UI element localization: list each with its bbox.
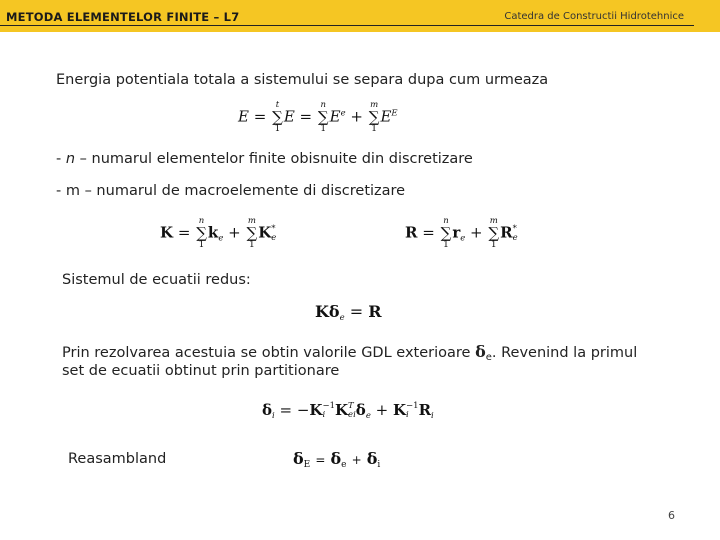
eq2-term-2-supsub: * e <box>271 223 277 243</box>
header-department: Catedra de Constructii Hidrotehnice <box>504 11 684 22</box>
header-bar <box>0 0 720 32</box>
eq2-lhs: K <box>160 223 174 242</box>
stiffness-equation <box>160 217 276 250</box>
eq2-term-2: K <box>258 223 272 242</box>
eq5-sub-R: i <box>431 411 434 421</box>
solve-text-line1: Prin rezolvarea acestuia se obtin valorile GDL exterioare $\delta_e$. Revenind la primul <box>62 342 638 363</box>
eq5-plus: + <box>375 401 389 419</box>
eq5-equals: = − <box>279 401 310 419</box>
eq4-delta: δ <box>328 302 340 321</box>
eq1-term-3-sup: E <box>391 108 398 119</box>
eq3-sum-1: n ∑ 1 <box>440 216 452 250</box>
eq5-K3-supsub: −1 i <box>406 401 419 420</box>
eq2-term-1: k <box>207 223 219 242</box>
eq3-plus: + <box>470 223 483 242</box>
eq4-sub: e <box>339 313 345 323</box>
eq6-equals: = <box>315 453 326 467</box>
solve-text-line2: set de ecuatii obtinut prin partitionare <box>62 363 340 379</box>
reduced-equation <box>315 302 382 323</box>
eq1-term-3: E <box>380 107 392 126</box>
m-definition: - m – numarul de macroelemente di discretizare <box>56 183 406 199</box>
eq3-term-2-supsub: * e <box>512 223 518 243</box>
energy-equation <box>238 101 398 134</box>
eq2-plus: + <box>228 223 241 242</box>
eq6-delta-E: δ <box>293 449 304 468</box>
eq2-sum-1: n ∑ 1 <box>196 216 207 250</box>
inline-delta-sub: e <box>485 352 492 363</box>
eq6-delta-i: δ <box>366 449 378 468</box>
eq5-delta: δ <box>262 401 273 419</box>
inline-delta: δ <box>475 342 486 361</box>
eq3-term-1: r <box>452 223 461 242</box>
eq1-term-1: E <box>283 107 295 126</box>
eq5-K2: K <box>335 401 349 419</box>
eq5-K3: K <box>392 401 407 419</box>
n-definition: - n – numarul elementelor finite obisnuite din discretizare <box>56 151 473 167</box>
eq5-K-supsub: −1 i <box>322 401 335 420</box>
page-number: 6 <box>668 509 675 522</box>
back-substitution-equation <box>262 401 434 421</box>
eq5-delta2: δ <box>355 401 366 419</box>
eq5-K: K <box>309 401 323 419</box>
eq4-K: K <box>315 302 329 321</box>
eq5-R: R <box>418 401 432 419</box>
eq3-lhs: R <box>405 223 418 242</box>
eq1-term-2: E <box>329 107 341 126</box>
eq5-sub-e: e <box>365 411 371 421</box>
reassembly-equation <box>293 449 380 470</box>
eq1-sum-1: t ∑ 1 <box>272 100 283 134</box>
eq5-K2-supsub: T ei <box>348 401 356 420</box>
eq1-term-2-sup: e <box>340 108 346 119</box>
eq6-delta-e: δ <box>330 449 342 468</box>
eq1-lhs: E <box>238 107 249 126</box>
header-rule <box>0 25 694 26</box>
eq4-equals: = <box>349 302 364 321</box>
eq6-sub-E: E <box>303 460 311 470</box>
eq1-sum-3: m ∑ 1 <box>368 100 380 134</box>
eq3-equals: = <box>422 223 435 242</box>
eq6-sub-i: i <box>377 460 381 470</box>
eq1-sum-2: n ∑ 1 <box>317 100 329 134</box>
eq6-plus: + <box>351 453 362 467</box>
eq1-equals-2: = <box>299 107 313 126</box>
eq3-sum-2: m ∑ 1 <box>488 216 500 250</box>
reassembling-label: Reasambland <box>68 451 167 467</box>
reduced-system-label: Sistemul de ecuatii redus: <box>62 272 251 288</box>
eq5-sub-i: i <box>272 411 275 421</box>
header-title: METODA ELEMENTELOR FINITE – L7 <box>6 10 240 24</box>
load-equation <box>405 217 518 250</box>
eq3-term-1-sub: e <box>460 233 466 244</box>
eq2-equals: = <box>177 223 191 242</box>
eq3-term-2: R <box>500 223 513 242</box>
eq1-equals: = <box>253 107 267 126</box>
eq2-term-1-sub: e <box>218 233 224 244</box>
intro-text: Energia potentiala totala a sistemului se separa dupa cum urmeaza <box>56 72 549 88</box>
eq6-sub-e: e <box>341 460 347 470</box>
eq2-sum-2: m ∑ 1 <box>246 216 258 250</box>
eq1-plus: + <box>350 107 363 126</box>
eq4-R: R <box>368 302 382 321</box>
